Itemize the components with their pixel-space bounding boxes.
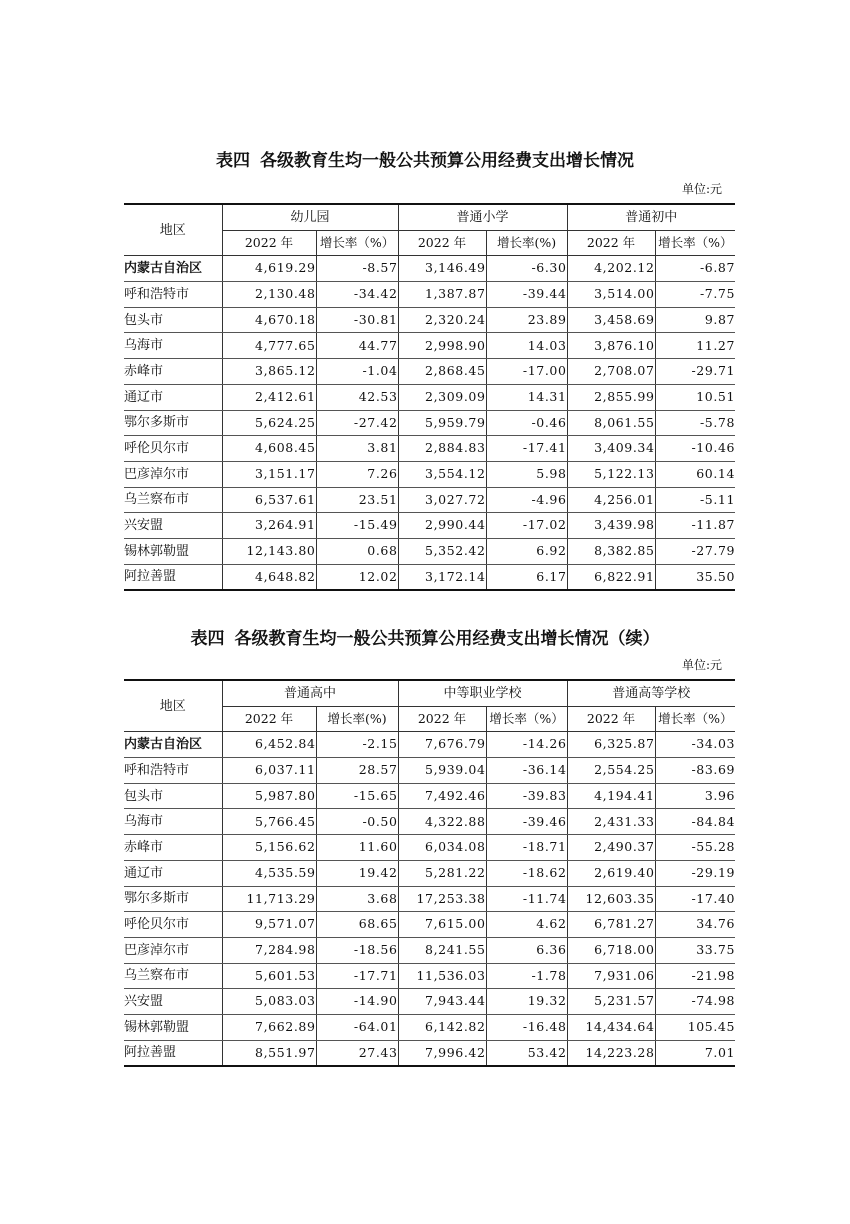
value-cell-2022: 6,034.08 bbox=[398, 835, 486, 861]
table-2-unit: 单位:元 bbox=[681, 658, 722, 672]
value-cell-growth: -0.50 bbox=[316, 809, 398, 835]
value-cell-growth: -39.46 bbox=[486, 809, 567, 835]
value-cell-growth: -21.98 bbox=[655, 963, 735, 989]
group-header-senior-high: 普通高中 bbox=[222, 680, 398, 706]
value-cell-growth: 12.02 bbox=[316, 564, 398, 590]
table-row bbox=[124, 513, 735, 539]
table-row bbox=[124, 1014, 735, 1040]
value-cell-2022: 8,061.55 bbox=[567, 410, 655, 436]
value-cell-2022: 5,959.79 bbox=[398, 410, 486, 436]
value-cell-growth: 53.42 bbox=[486, 1040, 567, 1066]
region-cell: 包头市 bbox=[124, 307, 222, 333]
value-cell-growth: -84.84 bbox=[655, 809, 735, 835]
table-2 bbox=[124, 679, 735, 1067]
table-row bbox=[124, 564, 735, 590]
value-cell-growth: -18.62 bbox=[486, 860, 567, 886]
table-1-body bbox=[124, 256, 735, 590]
value-cell-2022: 5,281.22 bbox=[398, 860, 486, 886]
region-cell: 乌兰察布市 bbox=[124, 963, 222, 989]
value-cell-growth: -17.71 bbox=[316, 963, 398, 989]
value-cell-growth: 7.01 bbox=[655, 1040, 735, 1066]
value-cell-2022: 5,624.25 bbox=[222, 410, 316, 436]
value-cell-growth: 19.32 bbox=[486, 989, 567, 1015]
value-cell-2022: 4,648.82 bbox=[222, 564, 316, 590]
value-cell-2022: 2,708.07 bbox=[567, 359, 655, 385]
value-cell-growth: 23.51 bbox=[316, 487, 398, 513]
value-cell-2022: 4,202.12 bbox=[567, 256, 655, 282]
value-cell-growth: 11.60 bbox=[316, 835, 398, 861]
table-row bbox=[124, 835, 735, 861]
group-header-primary-school: 普通小学 bbox=[398, 204, 567, 230]
table-1 bbox=[124, 203, 735, 591]
value-cell-growth: 35.50 bbox=[655, 564, 735, 590]
sub-header-year: 2022 年 bbox=[398, 230, 486, 256]
table-row bbox=[124, 487, 735, 513]
value-cell-2022: 4,608.45 bbox=[222, 436, 316, 462]
value-cell-growth: -17.00 bbox=[486, 359, 567, 385]
value-cell-growth: 5.98 bbox=[486, 461, 567, 487]
value-cell-2022: 8,241.55 bbox=[398, 937, 486, 963]
value-cell-growth: -39.83 bbox=[486, 783, 567, 809]
value-cell-growth: -29.71 bbox=[655, 359, 735, 385]
value-cell-2022: 12,143.80 bbox=[222, 538, 316, 564]
value-cell-growth: -14.90 bbox=[316, 989, 398, 1015]
value-cell-growth: 28.57 bbox=[316, 758, 398, 784]
table-1-title bbox=[0, 146, 850, 171]
value-cell-growth: -6.30 bbox=[486, 256, 567, 282]
value-cell-growth: 3.96 bbox=[655, 783, 735, 809]
value-cell-2022: 17,253.38 bbox=[398, 886, 486, 912]
value-cell-2022: 8,382.85 bbox=[567, 538, 655, 564]
region-cell: 内蒙古自治区 bbox=[124, 256, 222, 282]
value-cell-growth: 27.43 bbox=[316, 1040, 398, 1066]
sub-header-growth: 增长率(%) bbox=[486, 230, 567, 256]
value-cell-2022: 11,713.29 bbox=[222, 886, 316, 912]
value-cell-growth: -0.46 bbox=[486, 410, 567, 436]
region-cell: 阿拉善盟 bbox=[124, 564, 222, 590]
value-cell-2022: 2,130.48 bbox=[222, 282, 316, 308]
table-row bbox=[124, 307, 735, 333]
region-cell: 包头市 bbox=[124, 783, 222, 809]
region-cell: 乌兰察布市 bbox=[124, 487, 222, 513]
value-cell-growth: -11.87 bbox=[655, 513, 735, 539]
value-cell-growth: 42.53 bbox=[316, 384, 398, 410]
value-cell-2022: 11,536.03 bbox=[398, 963, 486, 989]
value-cell-2022: 7,284.98 bbox=[222, 937, 316, 963]
region-header: 地区 bbox=[124, 204, 222, 256]
value-cell-2022: 7,996.42 bbox=[398, 1040, 486, 1066]
group-header-junior-high: 普通初中 bbox=[567, 204, 735, 230]
sub-header-year: 2022 年 bbox=[398, 706, 486, 732]
value-cell-growth: 19.42 bbox=[316, 860, 398, 886]
table-1-title-text: 各级教育生均一般公共预算公用经费支出增长情况 bbox=[260, 151, 634, 171]
value-cell-2022: 2,554.25 bbox=[567, 758, 655, 784]
value-cell-growth: 6.36 bbox=[486, 937, 567, 963]
region-cell: 巴彦淖尔市 bbox=[124, 461, 222, 487]
value-cell-growth: -6.87 bbox=[655, 256, 735, 282]
table-row bbox=[124, 256, 735, 282]
region-cell: 乌海市 bbox=[124, 809, 222, 835]
value-cell-growth: -30.81 bbox=[316, 307, 398, 333]
value-cell-growth: -10.46 bbox=[655, 436, 735, 462]
value-cell-growth: 10.51 bbox=[655, 384, 735, 410]
value-cell-2022: 2,619.40 bbox=[567, 860, 655, 886]
value-cell-2022: 5,939.04 bbox=[398, 758, 486, 784]
region-cell: 锡林郭勒盟 bbox=[124, 1014, 222, 1040]
table-row bbox=[124, 912, 735, 938]
table-row bbox=[124, 937, 735, 963]
region-cell: 锡林郭勒盟 bbox=[124, 538, 222, 564]
sub-header-year: 2022 年 bbox=[567, 230, 655, 256]
sub-header-growth: 增长率（%） bbox=[316, 230, 398, 256]
table-row bbox=[124, 809, 735, 835]
value-cell-2022: 2,868.45 bbox=[398, 359, 486, 385]
value-cell-growth: 14.31 bbox=[486, 384, 567, 410]
value-cell-growth: 6.17 bbox=[486, 564, 567, 590]
region-cell: 赤峰市 bbox=[124, 835, 222, 861]
value-cell-2022: 4,619.29 bbox=[222, 256, 316, 282]
region-cell: 巴彦淖尔市 bbox=[124, 937, 222, 963]
region-cell: 鄂尔多斯市 bbox=[124, 410, 222, 436]
region-cell: 鄂尔多斯市 bbox=[124, 886, 222, 912]
value-cell-growth: -8.57 bbox=[316, 256, 398, 282]
value-cell-growth: 11.27 bbox=[655, 333, 735, 359]
value-cell-2022: 3,146.49 bbox=[398, 256, 486, 282]
sub-header-year: 2022 年 bbox=[222, 706, 316, 732]
sub-header-growth: 增长率（%） bbox=[655, 230, 735, 256]
value-cell-growth: 68.65 bbox=[316, 912, 398, 938]
value-cell-growth: -18.56 bbox=[316, 937, 398, 963]
table-2-number: 表四 bbox=[190, 629, 225, 649]
value-cell-growth: -18.71 bbox=[486, 835, 567, 861]
table-2-body bbox=[124, 732, 735, 1066]
value-cell-2022: 3,554.12 bbox=[398, 461, 486, 487]
table-1-unit: 单位:元 bbox=[681, 182, 722, 196]
value-cell-2022: 2,998.90 bbox=[398, 333, 486, 359]
value-cell-2022: 2,990.44 bbox=[398, 513, 486, 539]
value-cell-2022: 4,256.01 bbox=[567, 487, 655, 513]
value-cell-growth: -14.26 bbox=[486, 732, 567, 758]
value-cell-2022: 4,322.88 bbox=[398, 809, 486, 835]
value-cell-growth: -7.75 bbox=[655, 282, 735, 308]
table-2-title bbox=[0, 624, 850, 649]
value-cell-2022: 7,943.44 bbox=[398, 989, 486, 1015]
value-cell-2022: 4,535.59 bbox=[222, 860, 316, 886]
value-cell-growth: 7.26 bbox=[316, 461, 398, 487]
value-cell-growth: -39.44 bbox=[486, 282, 567, 308]
value-cell-2022: 3,264.91 bbox=[222, 513, 316, 539]
value-cell-2022: 3,876.10 bbox=[567, 333, 655, 359]
value-cell-growth: 6.92 bbox=[486, 538, 567, 564]
value-cell-2022: 5,601.53 bbox=[222, 963, 316, 989]
table-row bbox=[124, 886, 735, 912]
value-cell-2022: 6,718.00 bbox=[567, 937, 655, 963]
value-cell-2022: 14,223.28 bbox=[567, 1040, 655, 1066]
value-cell-growth: -17.02 bbox=[486, 513, 567, 539]
table-row bbox=[124, 1040, 735, 1066]
value-cell-growth: -27.79 bbox=[655, 538, 735, 564]
value-cell-2022: 2,309.09 bbox=[398, 384, 486, 410]
value-cell-2022: 5,987.80 bbox=[222, 783, 316, 809]
value-cell-growth: 33.75 bbox=[655, 937, 735, 963]
group-header-kindergarten: 幼儿园 bbox=[222, 204, 398, 230]
value-cell-growth: 34.76 bbox=[655, 912, 735, 938]
region-cell: 阿拉善盟 bbox=[124, 1040, 222, 1066]
value-cell-growth: -1.04 bbox=[316, 359, 398, 385]
table-row bbox=[124, 359, 735, 385]
table-row bbox=[124, 461, 735, 487]
value-cell-2022: 8,551.97 bbox=[222, 1040, 316, 1066]
region-cell: 内蒙古自治区 bbox=[124, 732, 222, 758]
region-cell: 乌海市 bbox=[124, 333, 222, 359]
region-cell: 通辽市 bbox=[124, 860, 222, 886]
value-cell-growth: -74.98 bbox=[655, 989, 735, 1015]
region-cell: 呼伦贝尔市 bbox=[124, 436, 222, 462]
region-cell: 呼伦贝尔市 bbox=[124, 912, 222, 938]
value-cell-growth: 60.14 bbox=[655, 461, 735, 487]
value-cell-growth: -34.42 bbox=[316, 282, 398, 308]
value-cell-2022: 3,027.72 bbox=[398, 487, 486, 513]
value-cell-2022: 5,156.62 bbox=[222, 835, 316, 861]
table-row bbox=[124, 758, 735, 784]
sub-header-year: 2022 年 bbox=[567, 706, 655, 732]
table-2-title-text: 各级教育生均一般公共预算公用经费支出增长情况（续） bbox=[234, 629, 660, 649]
value-cell-2022: 2,431.33 bbox=[567, 809, 655, 835]
value-cell-2022: 12,603.35 bbox=[567, 886, 655, 912]
region-cell: 兴安盟 bbox=[124, 989, 222, 1015]
value-cell-2022: 3,409.34 bbox=[567, 436, 655, 462]
value-cell-2022: 7,676.79 bbox=[398, 732, 486, 758]
value-cell-2022: 6,537.61 bbox=[222, 487, 316, 513]
value-cell-2022: 14,434.64 bbox=[567, 1014, 655, 1040]
value-cell-growth: -15.65 bbox=[316, 783, 398, 809]
value-cell-2022: 4,777.65 bbox=[222, 333, 316, 359]
value-cell-2022: 3,458.69 bbox=[567, 307, 655, 333]
group-header-higher-education: 普通高等学校 bbox=[567, 680, 735, 706]
table-row bbox=[124, 436, 735, 462]
value-cell-growth: 3.68 bbox=[316, 886, 398, 912]
value-cell-2022: 1,387.87 bbox=[398, 282, 486, 308]
value-cell-2022: 5,083.03 bbox=[222, 989, 316, 1015]
table-row bbox=[124, 732, 735, 758]
value-cell-2022: 9,571.07 bbox=[222, 912, 316, 938]
table-1-number: 表四 bbox=[216, 151, 250, 171]
sub-header-growth: 增长率（%） bbox=[655, 706, 735, 732]
sub-header-growth: 增长率（%） bbox=[486, 706, 567, 732]
table-row bbox=[124, 384, 735, 410]
region-cell: 呼和浩特市 bbox=[124, 282, 222, 308]
region-cell: 通辽市 bbox=[124, 384, 222, 410]
region-cell: 赤峰市 bbox=[124, 359, 222, 385]
value-cell-2022: 4,194.41 bbox=[567, 783, 655, 809]
value-cell-2022: 2,884.83 bbox=[398, 436, 486, 462]
value-cell-2022: 7,492.46 bbox=[398, 783, 486, 809]
region-cell: 兴安盟 bbox=[124, 513, 222, 539]
value-cell-growth: -17.41 bbox=[486, 436, 567, 462]
value-cell-2022: 7,662.89 bbox=[222, 1014, 316, 1040]
value-cell-growth: -27.42 bbox=[316, 410, 398, 436]
value-cell-growth: -1.78 bbox=[486, 963, 567, 989]
value-cell-2022: 5,352.42 bbox=[398, 538, 486, 564]
sub-header-year: 2022 年 bbox=[222, 230, 316, 256]
value-cell-growth: -5.78 bbox=[655, 410, 735, 436]
value-cell-growth: -34.03 bbox=[655, 732, 735, 758]
value-cell-growth: -64.01 bbox=[316, 1014, 398, 1040]
value-cell-growth: 105.45 bbox=[655, 1014, 735, 1040]
value-cell-growth: -4.96 bbox=[486, 487, 567, 513]
value-cell-2022: 3,172.14 bbox=[398, 564, 486, 590]
value-cell-2022: 2,412.61 bbox=[222, 384, 316, 410]
region-header: 地区 bbox=[124, 680, 222, 732]
value-cell-growth: -36.14 bbox=[486, 758, 567, 784]
value-cell-2022: 2,320.24 bbox=[398, 307, 486, 333]
value-cell-growth: -29.19 bbox=[655, 860, 735, 886]
value-cell-growth: 23.89 bbox=[486, 307, 567, 333]
value-cell-2022: 6,822.91 bbox=[567, 564, 655, 590]
value-cell-growth: -17.40 bbox=[655, 886, 735, 912]
value-cell-2022: 3,439.98 bbox=[567, 513, 655, 539]
value-cell-growth: -55.28 bbox=[655, 835, 735, 861]
value-cell-2022: 5,766.45 bbox=[222, 809, 316, 835]
value-cell-growth: -11.74 bbox=[486, 886, 567, 912]
value-cell-2022: 7,931.06 bbox=[567, 963, 655, 989]
value-cell-2022: 3,151.17 bbox=[222, 461, 316, 487]
value-cell-2022: 6,037.11 bbox=[222, 758, 316, 784]
table-row bbox=[124, 989, 735, 1015]
value-cell-growth: 4.62 bbox=[486, 912, 567, 938]
table-row bbox=[124, 963, 735, 989]
value-cell-2022: 6,325.87 bbox=[567, 732, 655, 758]
value-cell-growth: -16.48 bbox=[486, 1014, 567, 1040]
value-cell-2022: 2,855.99 bbox=[567, 384, 655, 410]
value-cell-2022: 6,452.84 bbox=[222, 732, 316, 758]
value-cell-growth: -15.49 bbox=[316, 513, 398, 539]
value-cell-2022: 6,781.27 bbox=[567, 912, 655, 938]
value-cell-growth: 0.68 bbox=[316, 538, 398, 564]
table-row bbox=[124, 538, 735, 564]
region-cell: 呼和浩特市 bbox=[124, 758, 222, 784]
table-row bbox=[124, 333, 735, 359]
table-row bbox=[124, 860, 735, 886]
group-header-vocational: 中等职业学校 bbox=[398, 680, 567, 706]
value-cell-2022: 3,865.12 bbox=[222, 359, 316, 385]
table-row bbox=[124, 783, 735, 809]
value-cell-2022: 3,514.00 bbox=[567, 282, 655, 308]
value-cell-2022: 6,142.82 bbox=[398, 1014, 486, 1040]
value-cell-growth: 14.03 bbox=[486, 333, 567, 359]
value-cell-2022: 5,231.57 bbox=[567, 989, 655, 1015]
sub-header-growth: 增长率(%) bbox=[316, 706, 398, 732]
value-cell-growth: 3.81 bbox=[316, 436, 398, 462]
value-cell-growth: 9.87 bbox=[655, 307, 735, 333]
table-row bbox=[124, 410, 735, 436]
value-cell-growth: -2.15 bbox=[316, 732, 398, 758]
value-cell-2022: 2,490.37 bbox=[567, 835, 655, 861]
value-cell-growth: -5.11 bbox=[655, 487, 735, 513]
value-cell-growth: -83.69 bbox=[655, 758, 735, 784]
value-cell-2022: 4,670.18 bbox=[222, 307, 316, 333]
value-cell-2022: 5,122.13 bbox=[567, 461, 655, 487]
table-row bbox=[124, 282, 735, 308]
value-cell-growth: 44.77 bbox=[316, 333, 398, 359]
value-cell-2022: 7,615.00 bbox=[398, 912, 486, 938]
